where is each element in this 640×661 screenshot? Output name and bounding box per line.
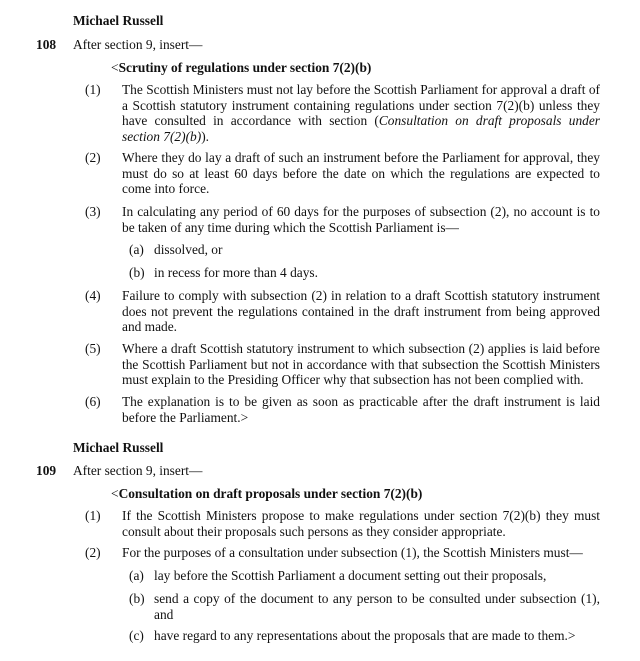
amendment-sponsor: Michael Russell (73, 13, 164, 28)
paragraph-label: (a) (129, 568, 144, 583)
section-heading (111, 60, 371, 76)
amendment-instruction: After section 9, insert— (73, 37, 203, 52)
paragraph-text: send a copy of the document to any person to be consulted under subsection (1), and (154, 591, 600, 622)
subsection-text: Failure to comply with subsection (2) in relation to a draft Scottish statutory instrument does not prevent the regulations contained in the draft instrument from being approved and made. (122, 288, 600, 335)
subsection-number: (3) (85, 204, 101, 219)
subsection-number: (2) (85, 545, 101, 560)
subsection (85, 204, 600, 235)
amendment-instruction: After section 9, insert— (73, 463, 203, 478)
subsection (85, 394, 600, 425)
subsection-number: (1) (85, 82, 101, 97)
subsection-text: For the purposes of a consultation under subsection (1), the Scottish Ministers must— (122, 545, 583, 560)
paragraph-label: (c) (129, 628, 144, 643)
subsection-text-part: ). (201, 128, 210, 144)
paragraph-text: dissolved, or (154, 242, 223, 257)
paragraph-label: (b) (129, 265, 145, 280)
paragraph-text: in recess for more than 4 days. (154, 265, 318, 280)
heading-text: Consultation on draft proposals under section 7(2)(b) (118, 486, 423, 501)
paragraph-text: have regard to any representations about the proposals that are made to them.> (154, 628, 576, 643)
cross-reference-title: Consultation on draft proposals under section 7(2)(b) (122, 113, 600, 144)
subsection-text (122, 82, 600, 144)
subsection-text-part: The Scottish Ministers must not lay before the Scottish Parliament for approval a draft of a Scottish statutory instrument containing regulations under section 7(2)(b) unless they have consulted in accordance with section ( (122, 82, 600, 129)
subsection-number: (2) (85, 150, 101, 165)
subsection (85, 508, 600, 539)
amendment-sponsor: Michael Russell (73, 440, 164, 455)
paragraph-item (129, 591, 600, 622)
amendment-number: 108 (36, 37, 57, 52)
paragraph-item (129, 568, 600, 584)
subsection-number: (1) (85, 508, 101, 523)
amendment-number: 109 (36, 463, 57, 478)
subsection (85, 82, 600, 144)
paragraph-item (129, 242, 600, 258)
heading-text: Scrutiny of regulations under section 7(2)(b) (118, 60, 372, 75)
subsection-text: The explanation is to be given as soon as practicable after the draft instrument is laid before the Parliament.> (122, 394, 600, 425)
subsection-text: Where they do lay a draft of such an instrument before the Parliament for approval, they must do so at least 60 days before the date on which the regulations are expected to come into force. (122, 150, 600, 197)
paragraph-label: (b) (129, 591, 145, 606)
subsection-text: If the Scottish Ministers propose to make regulations under section 7(2)(b) they must consult about their proposals such persons as they consider appropriate. (122, 508, 600, 539)
subsection-number: (6) (85, 394, 101, 409)
paragraph-text: lay before the Scottish Parliament a document setting out their proposals, (154, 568, 547, 583)
subsection (85, 545, 600, 561)
paragraph-item (129, 628, 600, 644)
subsection-number: (4) (85, 288, 101, 303)
heading-open-bracket: < (111, 486, 119, 501)
subsection (85, 150, 600, 197)
paragraph-label: (a) (129, 242, 144, 257)
subsection-text: In calculating any period of 60 days for the purposes of subsection (2), no account is to be taken of any time during which the Scottish Parliament is— (122, 204, 600, 235)
subsection-number: (5) (85, 341, 101, 356)
subsection (85, 341, 600, 388)
subsection-text: Where a draft Scottish statutory instrument to which subsection (2) applies is laid before the Scottish Parliament but not in accordance with that subsection the Scottish Ministers must explain to the Presiding Officer why that subsection has not been complied with. (122, 341, 600, 388)
subsection (85, 288, 600, 335)
paragraph-item (129, 265, 600, 281)
section-heading (111, 486, 422, 502)
heading-open-bracket: < (111, 60, 119, 75)
